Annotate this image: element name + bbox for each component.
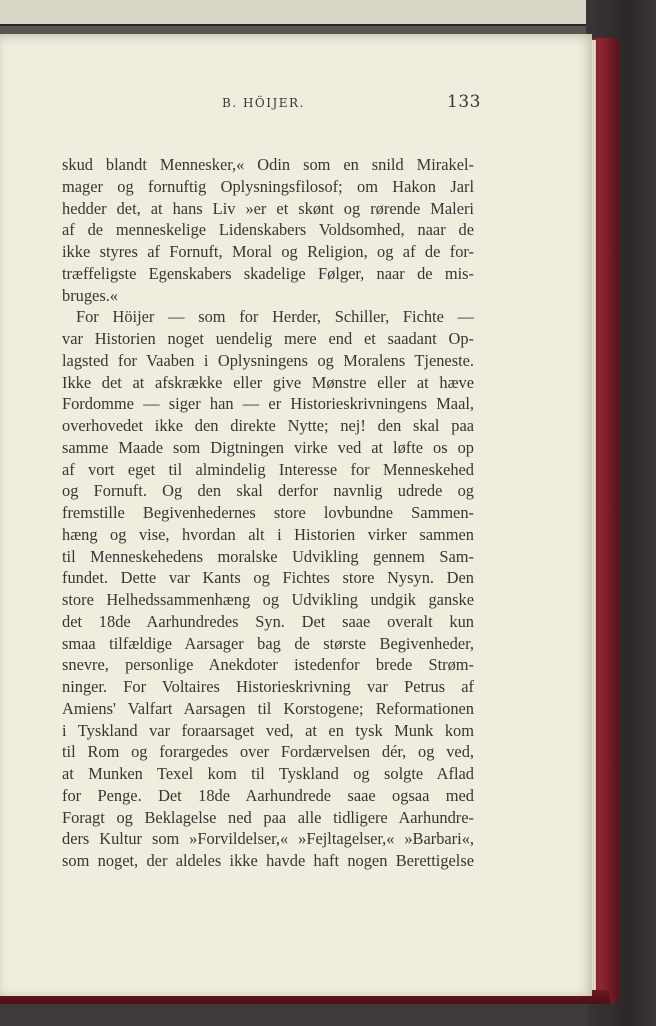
text-line: af de menneskelige Lidenskabers Voldsomhed, naar de (62, 220, 474, 240)
page-number: 133 (447, 92, 481, 112)
text-line: samme Maade som Digtningen virke ved at løfte os op (62, 437, 474, 457)
text-line: skud blandt Mennesker,« Odin som en snild Mirakel- (62, 155, 474, 174)
text-line: træffeligste Egenskabers skadelige Følger, naar de mis- (62, 263, 474, 283)
text-line: som noget, der aldeles ikke havde haft nogen Berettigelse (62, 851, 474, 870)
text-line: ikke styres af Fornuft, Moral og Religion, og af de for- (62, 242, 474, 261)
text-line: var Historien noget uendelig mere end et saadant Op- (62, 329, 474, 348)
text-line: for Penge. Det 18de Aarhundrede saae ogsaa med (62, 785, 474, 805)
text-line: Ikke det at afskrække eller give Mønstre eller at hæve (62, 372, 474, 392)
text-line: Amiens' Valfart Aarsagen til Korstogene; Reformationen (62, 698, 474, 718)
text-line: fremstille Begivenhedernes store lovbundne Sammen- (62, 503, 474, 522)
text-line: fundet. Dette var Kants og Fichtes store Nysyn. Den (62, 568, 474, 588)
text-line: til Menneskehedens moralske Udvikling gennem Sam- (62, 546, 474, 566)
text-line: bruges.« (62, 285, 118, 305)
text-line: smaa tilfældige Aarsager bag de største Begivenheder, (62, 633, 474, 653)
text-line: i Tyskland var foraarsaget ved, at en tysk Munk kom (62, 720, 474, 740)
text-line: Fordomme — siger han — er Historieskrivningens Maal, (62, 394, 474, 414)
text-line: overhovedet ikke den direkte Nytte; nej! den skal paa (62, 416, 474, 435)
text-line: hedder det, at hans Liv »er et skønt og rørende Maleri (62, 198, 474, 218)
body-text (62, 154, 474, 872)
text-line: og Fornuft. Og den skal derfor navnlig udrede og (62, 481, 474, 501)
text-line: hæng og vise, hvordan alt i Historien virker sammen (62, 524, 474, 544)
text-line: af vort eget til almindelig Interesse for Menneskehed (62, 459, 474, 479)
running-head-title: B. HÖIJER. (222, 96, 305, 110)
text-line: Foragt og Beklagelse ned paa alle tidligere Aarhundre- (62, 807, 474, 827)
text-line: lagsted for Vaaben i Oplysningens og Moralens Tjeneste. (62, 350, 474, 370)
text-line: det 18de Aarhundredes Syn. Det saae overalt kun (62, 611, 474, 631)
running-head (0, 92, 592, 122)
text-line: at Munken Texel kom til Tyskland og solgte Aflad (62, 764, 474, 783)
paragraph-start-line: For Höijer — som for Herder, Schiller, Fichte — (76, 307, 474, 327)
previous-page-edge (0, 0, 600, 26)
text-line: ninger. For Voltaires Historieskrivning var Petrus af (62, 677, 474, 696)
text-line: snevre, personlige Anekdoter istedenfor brede Strøm- (62, 655, 474, 675)
text-line: store Helhedssammenhæng og Udvikling undgik ganske (62, 590, 474, 609)
text-line: mager og fornuftig Oplysningsfilosof; om Hakon Jarl (62, 176, 474, 196)
text-line: til Rom og forargedes over Fordærvelsen dér, og ved, (62, 742, 474, 762)
text-line: ders Kultur som »Forvildelser,« »Fejltagelser,« »Barbari«, (62, 829, 474, 849)
